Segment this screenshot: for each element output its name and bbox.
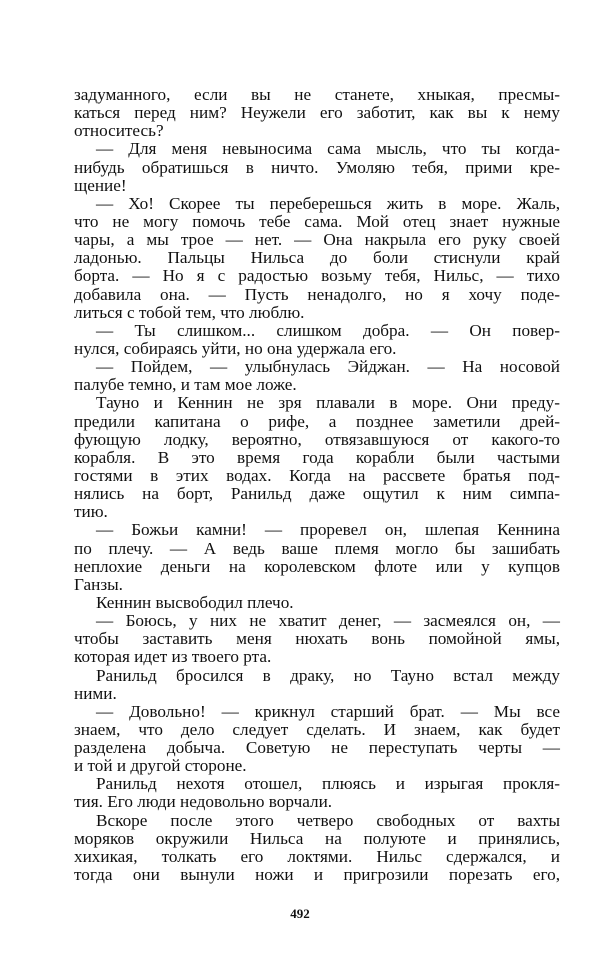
text-line: которая идет из твоего рта.	[74, 647, 272, 667]
text-line: нулся, собираясь уйти, но она удержала его.	[74, 338, 397, 358]
text-line: предили капитана о рифе, а позднее заметили дрей-	[74, 411, 560, 431]
text-line: что не могу помочь тебе сама. Мой отец знает нужные	[74, 211, 560, 231]
text-line: — Ты слишком... слишком добра. — Он повер-	[96, 320, 560, 340]
text-line: Вскоре после этого четверо свободных от вахты	[96, 810, 560, 830]
text-line: Ранильд бросился в драку, но Тауно встал между	[96, 665, 560, 685]
text-line: — Боюсь, у них не хватит денег, — засмеялся он, —	[96, 611, 560, 631]
text-line: чтобы заставить меня нюхать вонь помойной ямы,	[74, 629, 560, 649]
text-line: моряков окружили Нильса на полуюте и принялись,	[74, 828, 560, 848]
text-line: ладонью. Пальцы Нильса до боли стиснули край	[74, 248, 560, 268]
text-line: — Пойдем, — улыбнулась Эйджан. — На носовой	[96, 357, 560, 377]
text-line: задуманного, если вы не станете, хныкая, пресмы-	[74, 85, 560, 104]
text-line: фующую лодку, вероятно, отвязавшуюся от какого-то	[74, 429, 560, 449]
page-number: 492	[290, 906, 310, 921]
text-line: Кеннин высвободил плечо.	[96, 592, 294, 612]
text-line: добавила она. — Пусть ненадолго, но я хочу поде-	[74, 284, 560, 304]
text-line: нялись на борт, Ранильд даже ощутил к ним симпа-	[74, 484, 560, 504]
text-line: — Для меня невыносима сама мысль, что ты когда-	[96, 139, 560, 159]
text-line: борта. — Но я с радостью возьму тебя, Нильс, — тихо	[74, 266, 560, 286]
text-line: тию.	[74, 502, 108, 522]
text-line: — Божьи камни! — проревел он, шлепая Кеннина	[96, 520, 560, 540]
text-line: нибудь обратишься в ничто. Умоляю тебя, прими кре-	[74, 157, 560, 177]
text-line: щение!	[74, 175, 127, 195]
text-line: каться перед ним? Неужели его заботит, как вы к нему	[74, 103, 560, 123]
page-body	[74, 86, 560, 884]
text-line: тогда они вынули ножи и пригрозили порезать его,	[74, 865, 560, 885]
text-line: разделена добыча. Советую не переступать черты —	[74, 738, 560, 758]
text-line: литься с тобой тем, что люблю.	[74, 302, 305, 322]
text-line: знаем, что дело следует сделать. И знаем, как будет	[74, 719, 560, 739]
text-line: относитесь?	[74, 121, 164, 141]
text-line: — Довольно! — крикнул старший брат. — Мы все	[96, 701, 560, 721]
text-line: Ранильд нехотя отошел, плюясь и изрыгая прокля-	[96, 774, 560, 794]
text-line: тия. Его люди недовольно ворчали.	[74, 792, 333, 812]
text-line: неплохие деньги на королевском флоте или у купцов	[74, 556, 560, 576]
text-line: палубе темно, и там мое ложе.	[74, 375, 297, 395]
text-line: хихикая, толкать его локтями. Нильс сдержался, и	[74, 846, 560, 866]
text-line: — Хо! Скорее ты переберешься жить в море. Жаль,	[96, 193, 560, 213]
text-line: гостями в этих водах. Когда на рассвете братья под-	[74, 465, 560, 485]
text-line: ними.	[74, 683, 117, 703]
text-line: чары, а мы трое — нет. — Она накрыла его руку своей	[74, 230, 560, 250]
text-line: Ганзы.	[74, 574, 123, 594]
text-line: и той и другой стороне.	[74, 756, 247, 776]
text-line: по плечу. — А ведь ваше племя могло бы зашибать	[74, 538, 560, 558]
text-line: корабля. В это время года корабли были частыми	[74, 447, 560, 467]
text-line: Тауно и Кеннин не зря плавали в море. Они преду-	[96, 393, 560, 413]
